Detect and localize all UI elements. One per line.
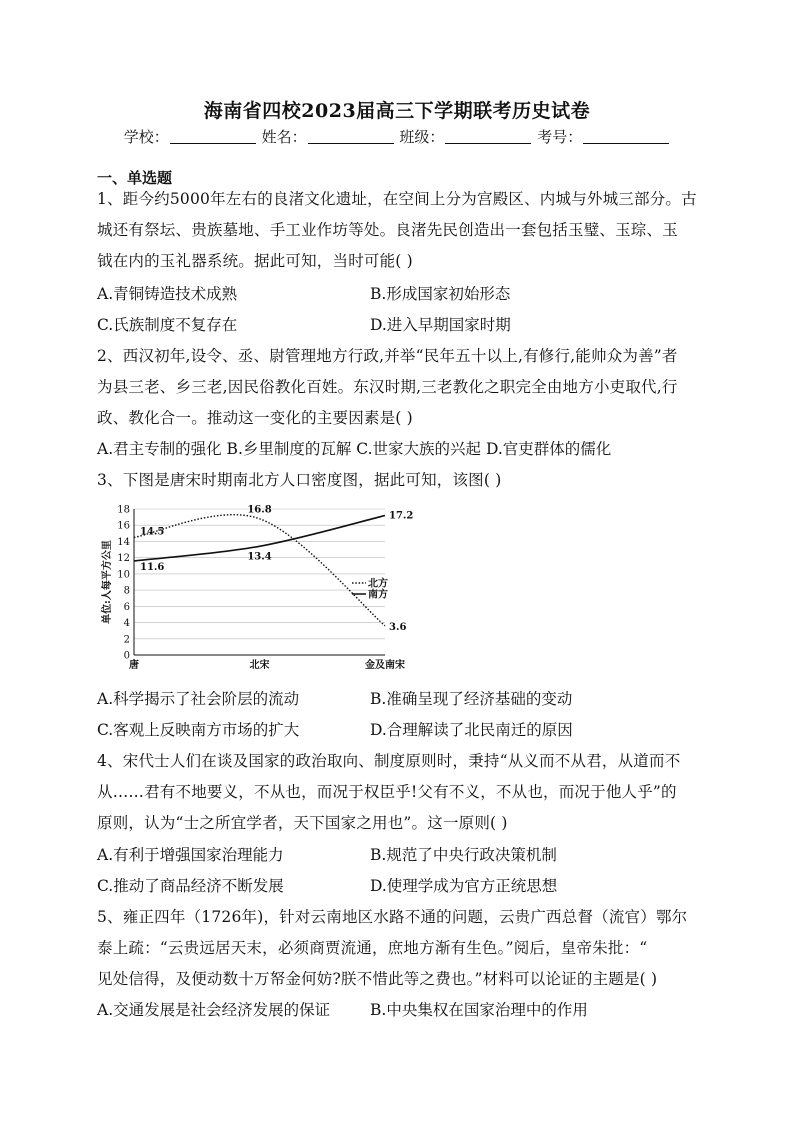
- q2-stem-line: 政、教化合一。推动这一变化的主要因素是( ): [97, 409, 413, 427]
- q5-option-a[interactable]: A.交通发展是社会经济发展的保证: [97, 1001, 331, 1019]
- q3-option-c[interactable]: C.客观上反映南方市场的扩大: [97, 721, 300, 739]
- q2-stem-line: 2、西汉初年,设令、丞、尉管理地方行政,并举“民年五十以上,有修行,能帅众为善”者: [97, 347, 678, 365]
- name-blank[interactable]: [308, 129, 394, 144]
- y-axis-label: 单位:人每平方公里: [102, 540, 113, 624]
- student-info-row: [0, 126, 794, 147]
- q4-option-b[interactable]: B.规范了中央行政决策机制: [370, 846, 557, 864]
- y-tick-label: 4: [123, 618, 130, 630]
- q5-stem-line: 泰上疏：“云贵远居天末，必须商贾流通，庶地方渐有生色。”阅后，皇帝朱批：“: [97, 939, 648, 957]
- q1-stem-line: 钺在内的玉礼器系统。据此可知，当时可能( ): [97, 252, 413, 270]
- data-label: 17.2: [389, 510, 414, 522]
- data-label: 11.6: [140, 561, 165, 573]
- q5-stem-line: 见处信得，及便动数十万帑金何妨?朕不惜此等之费也。”材料可以论证的主题是( ): [97, 970, 658, 988]
- data-label: 3.6: [389, 621, 407, 633]
- q2-options[interactable]: A.君主专制的强化 B.乡里制度的瓦解 C.世家大族的兴起 D.官吏群体的儒化: [97, 440, 612, 458]
- y-tick-label: 10: [117, 569, 130, 581]
- y-tick-label: 0: [123, 650, 130, 662]
- school-blank[interactable]: [170, 129, 256, 144]
- y-tick-label: 6: [123, 601, 130, 613]
- x-tick-label: 北宋: [249, 660, 270, 671]
- q1-option-d[interactable]: D.进入早期国家时期: [370, 316, 511, 334]
- data-label: 14.5: [140, 526, 165, 538]
- q3-option-a[interactable]: A.科学揭示了社会阶层的流动: [97, 690, 300, 708]
- q2-stem-line: 为县三老、乡三老,因民俗教化百姓。东汉时期,三老教化之职完全由地方小吏取代,行: [97, 378, 678, 396]
- series-line-north: [134, 515, 385, 626]
- data-label: 16.8: [247, 504, 272, 516]
- q1-stem-line: 城还有祭坛、贵族墓地、手工业作坊等处。良渚先民创造出一套包括玉璧、玉琮、玉: [97, 221, 678, 239]
- name-label: 姓名：: [261, 128, 307, 146]
- y-tick-label: 18: [117, 504, 130, 516]
- x-tick-label: 唐: [129, 660, 139, 671]
- y-tick-label: 2: [123, 634, 130, 646]
- class-label: 班级：: [399, 128, 445, 146]
- y-tick-label: 16: [117, 520, 130, 532]
- population-density-chart: [97, 497, 427, 677]
- section-heading: 一、单选题: [97, 169, 173, 187]
- y-tick-label: 8: [123, 585, 130, 597]
- legend-label: 北方: [368, 578, 388, 590]
- q5-option-b[interactable]: B.中央集权在国家治理中的作用: [370, 1001, 588, 1019]
- q4-stem-line: 从……君有不地要义，不从也，而况于权臣乎!父有不义，不从也，而况于他人乎”的: [97, 783, 677, 801]
- q3-option-b[interactable]: B.准确呈现了经济基础的变动: [370, 690, 573, 708]
- q4-option-d[interactable]: D.使理学成为官方正统思想: [370, 877, 558, 895]
- q3-stem-line: 3、下图是唐宋时期南北方人口密度图，据此可知，该图( ): [97, 471, 502, 489]
- q1-option-b[interactable]: B.形成国家初始形态: [370, 285, 511, 303]
- x-tick-label: 金及南宋: [365, 660, 405, 671]
- q1-option-a[interactable]: A.青铜铸造技术成熟: [97, 285, 238, 303]
- number-blank[interactable]: [583, 129, 669, 144]
- q1-option-c[interactable]: C.氏族制度不复存在: [97, 316, 238, 334]
- q4-stem-line: 4、宋代士人们在谈及国家的政治取向、制度原则时，秉持“从义而不从君，从道而不: [97, 752, 681, 770]
- q1-stem-line: 1、距今约5000年左右的良渚文化遗址，在空间上分为宫殿区、内城与外城三部分。古: [97, 190, 697, 208]
- q5-stem-line: 5、雍正四年（1726年)，针对云南地区水路不通的问题，云贵广西总督（流官）鄂尔: [97, 908, 688, 926]
- legend-label: 南方: [368, 589, 388, 601]
- q4-option-a[interactable]: A.有利于增强国家治理能力: [97, 846, 284, 864]
- q4-option-c[interactable]: C.推动了商品经济不断发展: [97, 877, 284, 895]
- class-blank[interactable]: [445, 129, 531, 144]
- school-label: 学校：: [123, 128, 169, 146]
- y-tick-label: 12: [117, 553, 130, 565]
- data-label: 13.4: [247, 551, 272, 563]
- q3-option-d[interactable]: D.合理解读了北民南迁的原因: [370, 721, 573, 739]
- y-tick-label: 14: [117, 536, 130, 548]
- number-label: 考号：: [537, 128, 583, 146]
- exam-title: 海南省四校2023届高三下学期联考历史试卷: [203, 100, 591, 122]
- q4-stem-line: 原则，认为“士之所宜学者，天下国家之用也”。这一原则( ): [97, 814, 508, 832]
